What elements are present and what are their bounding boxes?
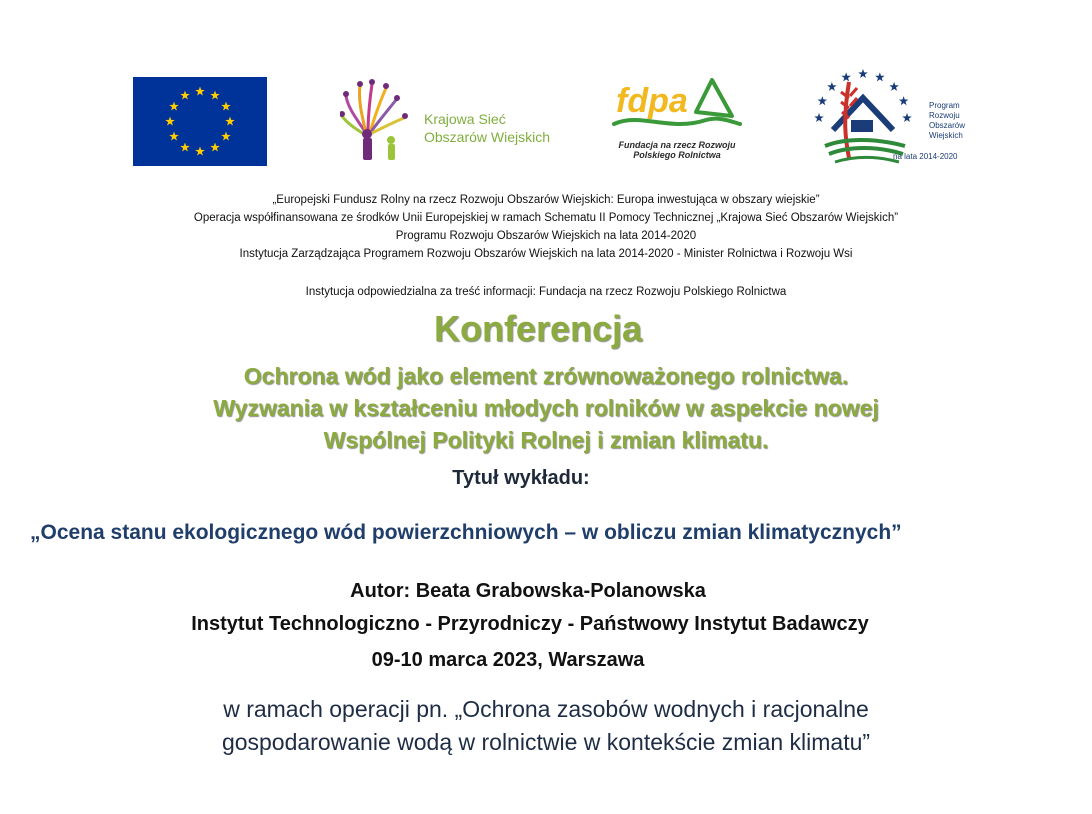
prow-star-icon — [902, 113, 912, 122]
eu-flag-logo — [133, 77, 267, 166]
conference-subtitle-1: Ochrona wód jako element zrównoważonego rolnictwa. — [243, 363, 849, 389]
prow-years: na lata 2014-2020 — [893, 152, 958, 161]
operation-text — [0, 693, 1092, 759]
operation-line-1: w ramach operacji pn. „Ochrona zasobów wodnych i racjonalne — [223, 696, 869, 722]
fdpa-name: fdpa — [616, 82, 688, 120]
responsible-institution: Instytucja odpowiedzialna za treść informacji: Fundacja na rzecz Rozwoju Polskiego Rolnictwa — [305, 286, 787, 298]
prow-text — [929, 101, 965, 141]
ksow-line1: Krajowa Sieć — [424, 111, 506, 127]
prow-star-icon — [858, 69, 868, 78]
prow-star-icon — [814, 113, 824, 122]
prow-star-icon — [889, 82, 899, 91]
lecture-title: „Ocena stanu ekologicznego wód powierzchniowych – w obliczu zmian klimatycznych” — [30, 521, 902, 544]
prow-l1: Program — [929, 101, 960, 110]
ksow-logo-text — [424, 110, 550, 146]
prow-l4: Wiejskich — [929, 131, 963, 140]
prow-star-icon — [827, 82, 837, 91]
header-line-1: „Europejski Fundusz Rolny na rzecz Rozwoju Obszarów Wiejskich: Europa inwestująca w obszary wiejskie” — [272, 194, 820, 206]
prow-l2: Rozwoju — [929, 111, 960, 120]
header-line-3: Programu Rozwoju Obszarów Wiejskich na lata 2014-2020 — [395, 230, 697, 242]
lecture-author: Autor: Beata Grabowska-Polanowska — [350, 580, 706, 602]
conference-subtitle-3: Wspólnej Polityki Rolnej i zmian klimatu. — [323, 427, 769, 453]
conference-title: Konferencja — [433, 308, 643, 349]
lecture-date: 09-10 marca 2023, Warszawa — [371, 649, 645, 671]
prow-l3: Obszarów — [929, 121, 966, 130]
conference-subtitle-2: Wyzwania w kształceniu młodych rolników w aspekcie nowej — [213, 395, 879, 421]
header-line-2: Operacja współfinansowana ze środków Unii Europejskiej w ramach Schematu II Pomocy Technicznej „Krajowa Sieć Obszarów Wiejskich” — [193, 212, 899, 224]
ksow-line2: Obszarów Wiejskich — [424, 129, 551, 145]
lecture-label: Tytuł wykładu: — [452, 467, 590, 489]
prow-star-icon — [875, 72, 885, 81]
lecture-institute: Instytut Technologiczno - Przyrodniczy - Państwowy Instytut Badawczy — [191, 613, 869, 635]
fdpa-subtitle — [612, 140, 742, 160]
prow-star-icon — [841, 72, 851, 81]
eu-flag-icon — [133, 77, 267, 166]
prow-star-icon — [899, 96, 909, 105]
fdpa-sub1: Fundacja na rzecz Rozwoju — [618, 140, 736, 150]
prow-star-icon — [818, 96, 828, 105]
header-line-4: Instytucja Zarządzająca Programem Rozwoju Obszarów Wiejskich na lata 2014-2020 - Minister Rolnictwa i Rozwoju Wsi — [239, 248, 853, 260]
fdpa-logo-icon — [610, 72, 750, 140]
ksow-tree-icon — [340, 78, 430, 168]
fdpa-sub2: Polskiego Rolnictwa — [633, 150, 721, 160]
operation-line-2: gospodarowanie wodą w rolnictwie w kontekście zmian klimatu” — [221, 729, 871, 755]
